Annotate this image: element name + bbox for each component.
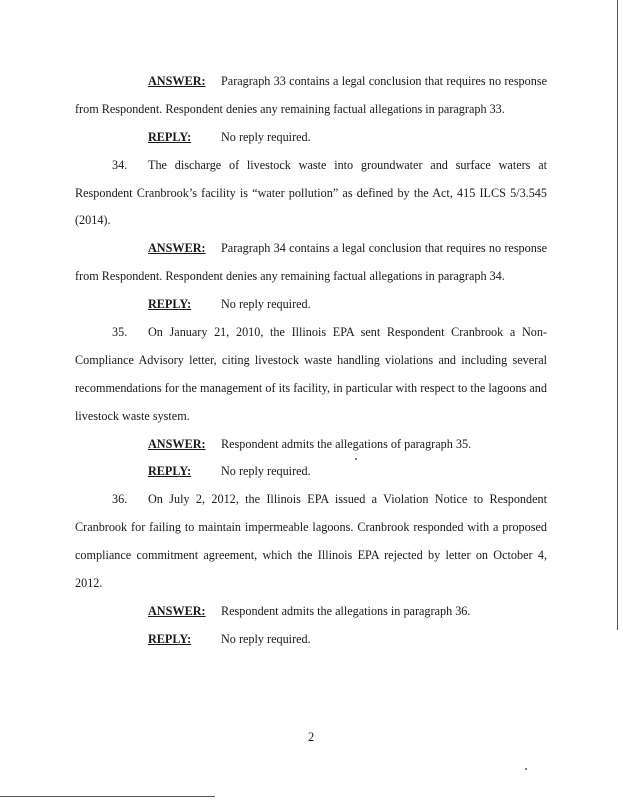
p33-answer-label — [148, 74, 206, 88]
p34-line-3: (2014). — [75, 213, 111, 227]
p33-reply-text: No reply required. — [221, 130, 311, 144]
reply-label: REPLY: — [148, 632, 192, 646]
answer-label: ANSWER: — [148, 604, 206, 618]
reply-label: REPLY: — [148, 297, 192, 311]
p35-line-3: recommendations for the management of its facility, in particular with respect to the lagoons and — [75, 381, 547, 395]
reply-label: REPLY: — [148, 130, 192, 144]
p34-reply-label — [148, 297, 191, 311]
p35-line-2: Compliance Advisory letter, citing livestock waste handling violations and including several — [75, 353, 547, 367]
p36-line-2: Cranbrook for failing to maintain impermeable lagoons. Cranbrook responded with a proposed — [75, 520, 547, 534]
p36-line-4: 2012. — [75, 576, 103, 590]
scan-speck — [355, 458, 357, 460]
answer-label: ANSWER: — [148, 437, 206, 451]
p36-line-3: compliance commitment agreement, which the Illinois EPA rejected by letter on October 4, — [75, 548, 547, 562]
scan-bottom-line — [0, 796, 215, 797]
p33-answer-line-2: from Respondent. Respondent denies any remaining factual allegations in paragraph 33. — [75, 102, 505, 116]
p34-number: 34. — [112, 158, 128, 172]
p35-answer-label — [148, 437, 206, 451]
p36-number: 36. — [112, 492, 128, 506]
p35-line-4: livestock waste system. — [75, 409, 190, 423]
p35-number: 35. — [112, 325, 128, 339]
p36-answer-label — [148, 604, 206, 618]
p34-line-2: Respondent Cranbrook’s facility is “water pollution” as defined by the Act, 415 ILCS 5/3.545 — [75, 186, 547, 200]
p36-answer-text: Respondent admits the allegations in paragraph 36. — [221, 604, 471, 618]
p36-line-1: On July 2, 2012, the Illinois EPA issued a Violation Notice to Respondent — [148, 492, 547, 506]
p35-reply-label — [148, 464, 191, 478]
answer-label: ANSWER: — [148, 74, 206, 88]
p33-reply-label — [148, 130, 191, 144]
p34-line-1: The discharge of livestock waste into groundwater and surface waters at — [148, 158, 547, 172]
p34-answer-label — [148, 241, 206, 255]
page-number: 2 — [308, 730, 315, 744]
p35-reply-text: No reply required. — [221, 464, 311, 478]
p34-answer-line-1: Paragraph 34 contains a legal conclusion that requires no response — [221, 241, 547, 255]
p34-answer-line-2: from Respondent. Respondent denies any remaining factual allegations in paragraph 34. — [75, 269, 505, 283]
answer-label: ANSWER: — [148, 241, 206, 255]
p35-answer-text: Respondent admits the allegations of paragraph 35. — [221, 437, 472, 451]
reply-label: REPLY: — [148, 464, 192, 478]
scan-edge-line — [617, 0, 618, 630]
scan-speck — [525, 768, 527, 770]
p36-reply-label — [148, 632, 191, 646]
p33-answer-line-1: Paragraph 33 contains a legal conclusion that requires no response — [221, 74, 547, 88]
p36-reply-text: No reply required. — [221, 632, 311, 646]
p35-line-1: On January 21, 2010, the Illinois EPA sent Respondent Cranbrook a Non- — [148, 325, 547, 339]
p34-reply-text: No reply required. — [221, 297, 311, 311]
